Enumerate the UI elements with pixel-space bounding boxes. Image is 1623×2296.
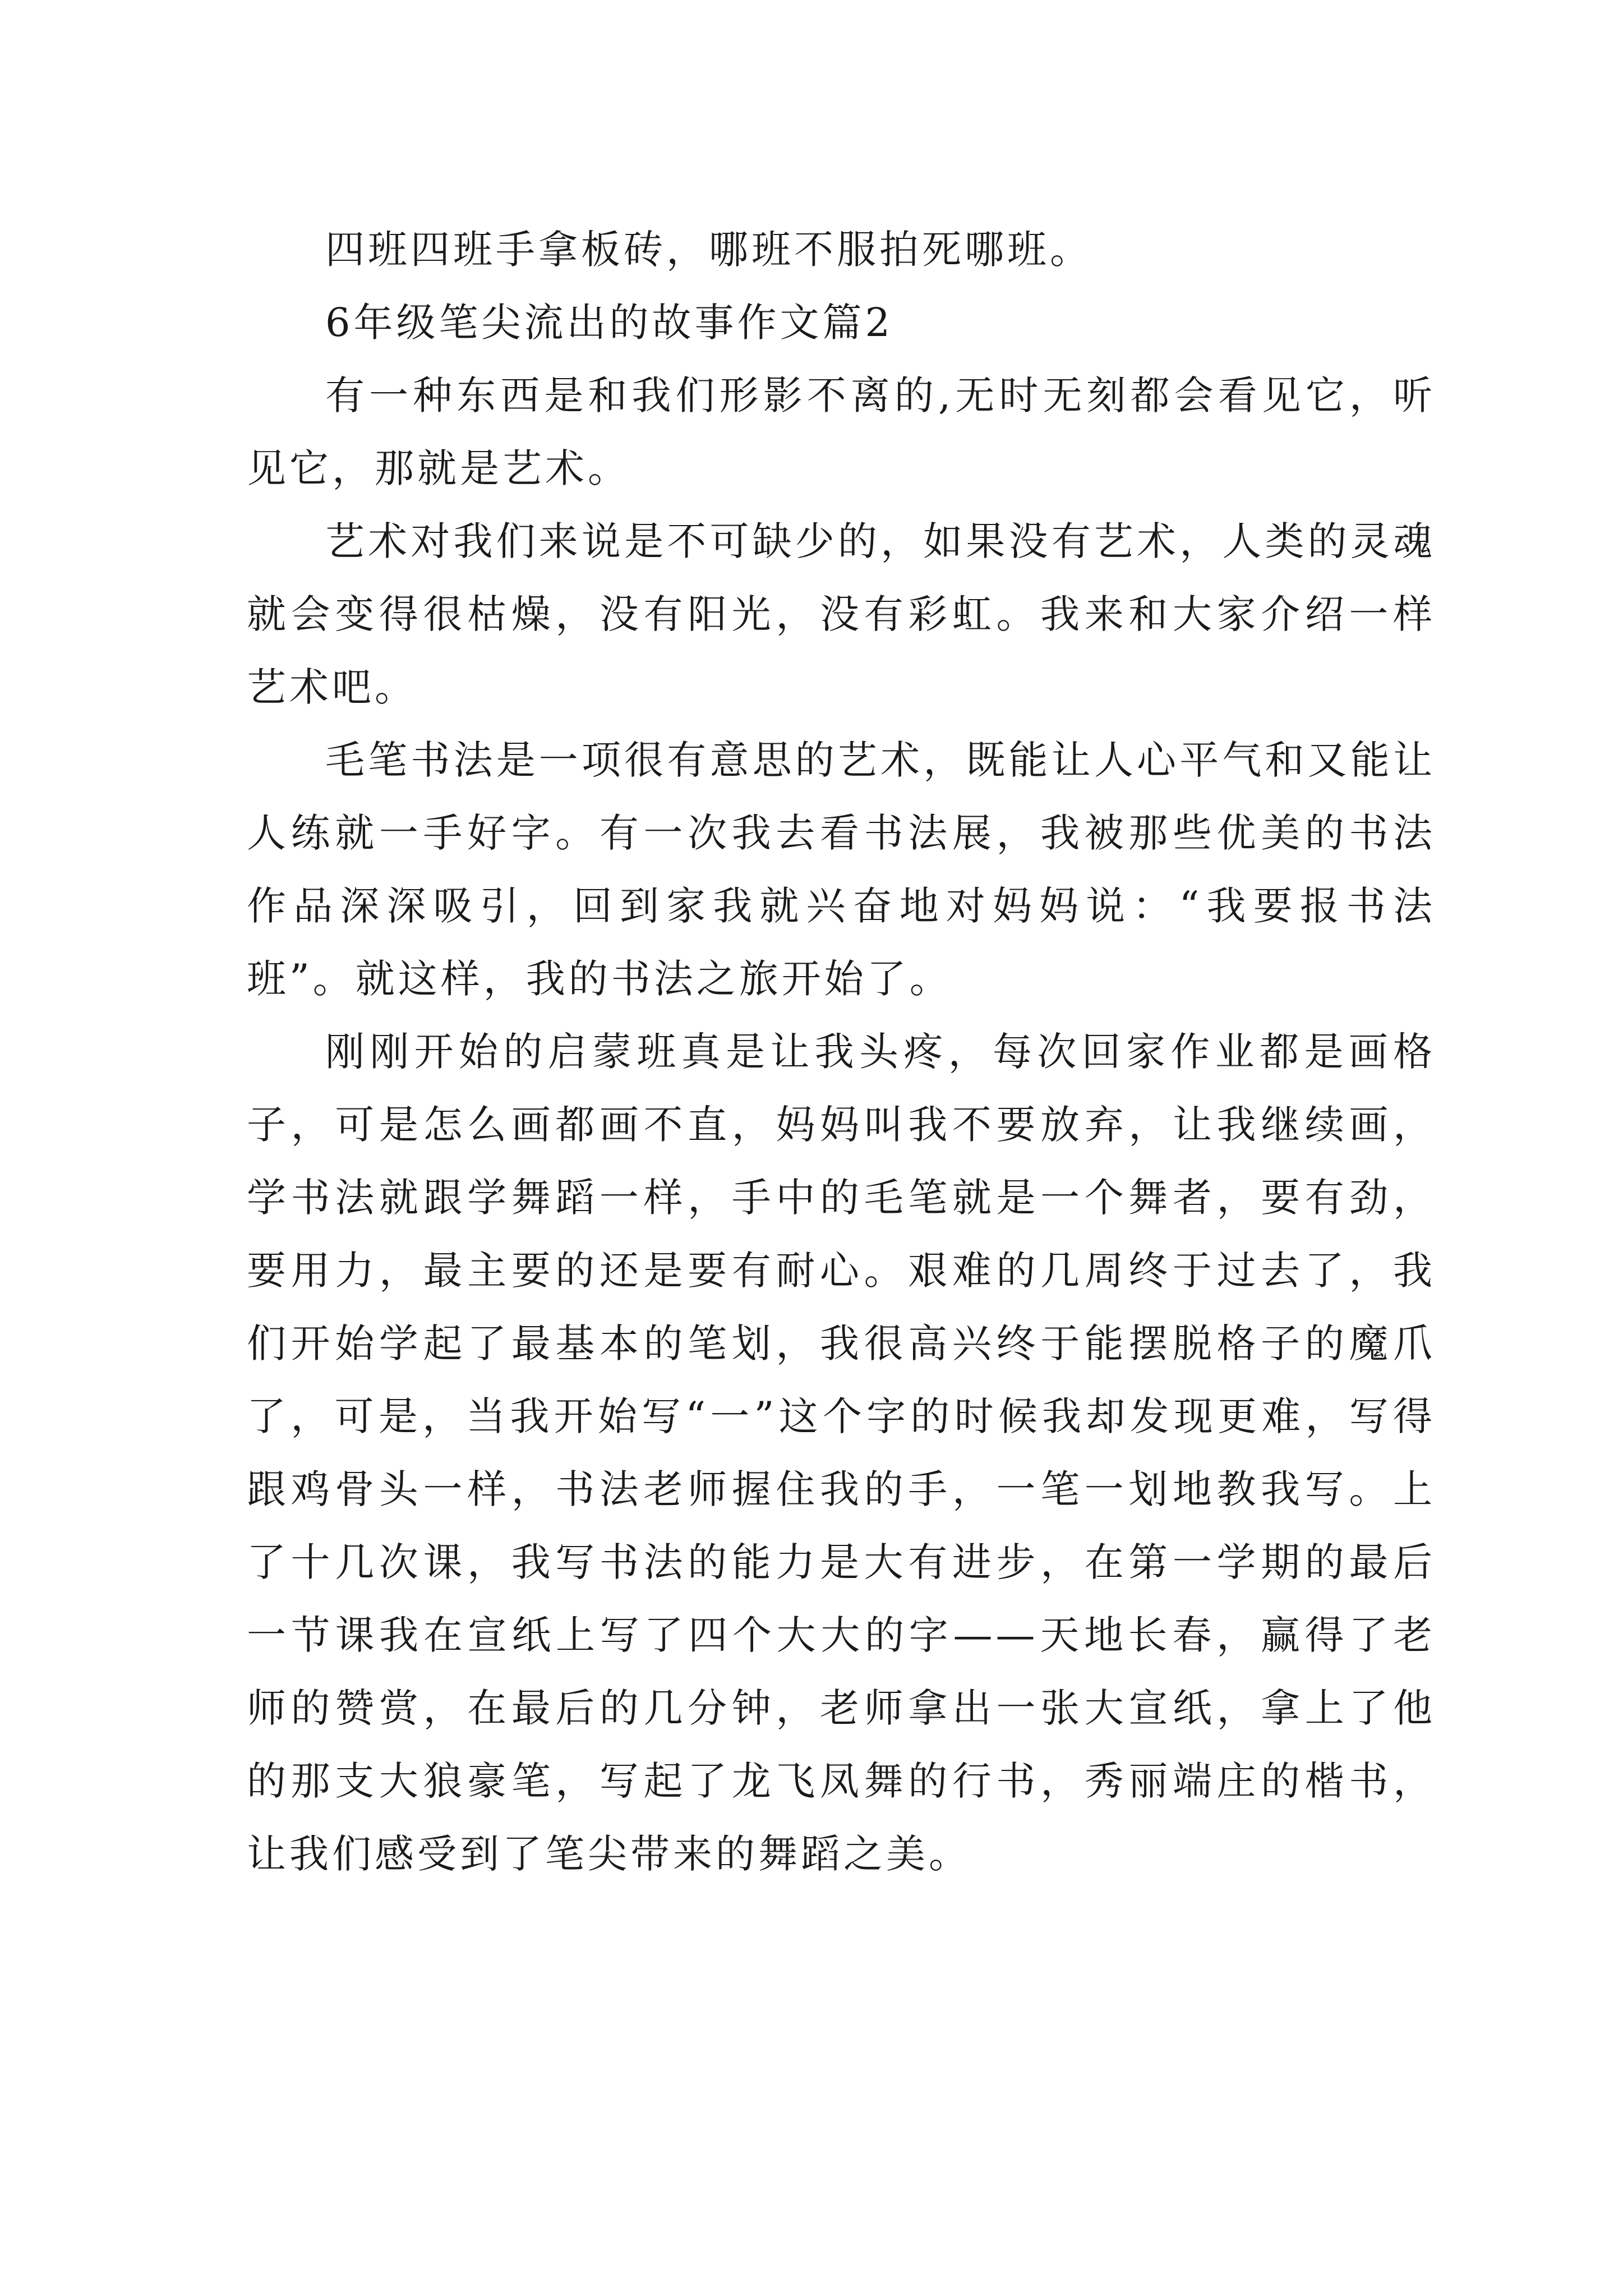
paragraph-1: 四班四班手拿板砖，哪班不服拍死哪班。 [325,227,1092,273]
paragraph-4: 毛笔书法是一项很有意思的艺术，既能让人心平气和又能让人练就一手好字。有一次我去看书法展，我被那些优美的书法作品深深吸引，回到家我就兴奋地对妈妈说：“我要报书法班”。就这样，我的书法之旅开始了。 [247,737,1436,1002]
paragraph-5: 刚刚开始的启蒙班真是让我头疼，每次回家作业都是画格子，可是怎么画都画不直，妈妈叫我不要放弃，让我继续画，学书法就跟学舞蹈一样，手中的毛笔就是一个舞者，要有劲，要用力，最主要的还是要有耐心。艰难的几周终于过去了，我们开始学起了最基本的笔划，我很高兴终于能摆脱格子的魔爪了，可是，当我开始写“一”这个字的时候我却发现更难，写得跟鸡骨头一样，书法老师握住我的手，一笔一划地教我写。上了十几次课，我写书法的能力是大有进步，在第一学期的最后一节课我在宣纸上写了四个大大的字——天地长春，赢得了老师的赞赏，在最后的几分钟，老师拿出一张大宣纸，拿上了他的那支大狼豪笔，写起了龙飞凤舞的行书，秀丽端庄的楷书，让我们感受到了笔尖带来的舞蹈之美。 [247,1029,1436,1877]
document-body [247,213,1436,1890]
section-heading: 6年级笔尖流出的故事作文篇2 [325,300,894,346]
paragraph-3: 艺术对我们来说是不可缺少的，如果没有艺术，人类的灵魂就会变得很枯燥，没有阳光，没有彩虹。我来和大家介绍一样艺术吧。 [247,518,1436,710]
paragraph-2: 有一种东西是和我们形影不离的,无时无刻都会看见它，听见它，那就是艺术。 [247,372,1436,491]
